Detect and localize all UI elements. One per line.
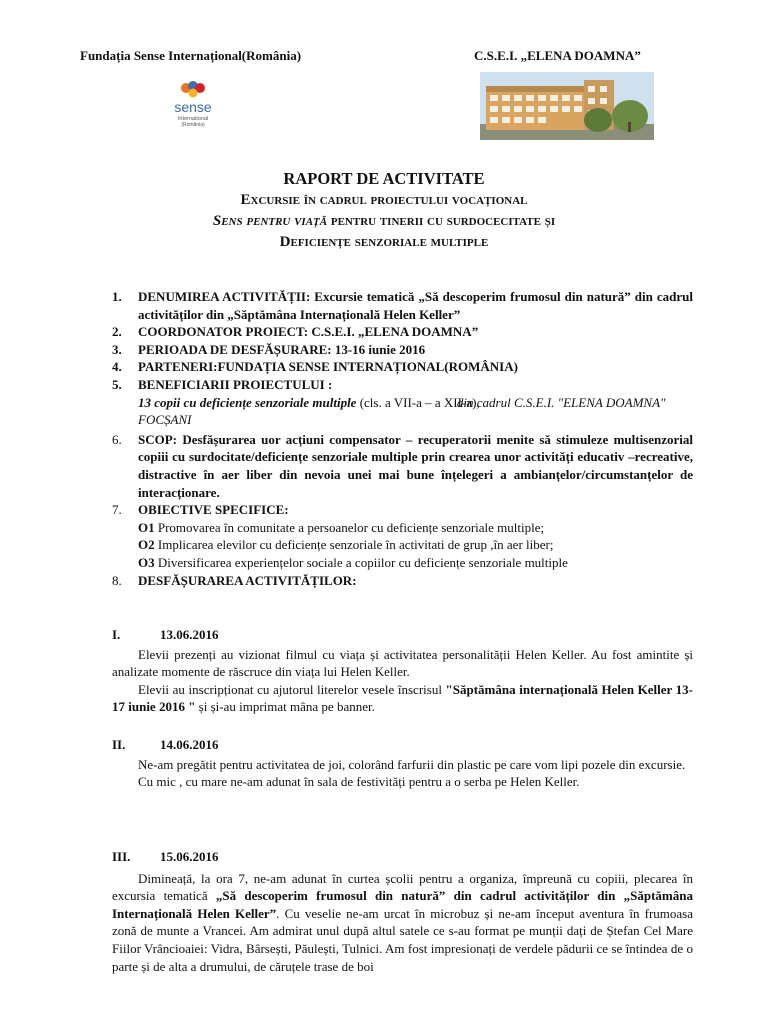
day-3-heading (112, 848, 693, 866)
day-date: 13.06.2016 (160, 627, 219, 642)
day-2-heading (112, 736, 693, 754)
day-1-section (112, 624, 693, 716)
title-line-1: RAPORT DE ACTIVITATE (283, 169, 485, 188)
item-text: PARTENERI:FUNDAȚIA SENSE INTERNAȚIONAL(ROMÂNIA) (138, 359, 518, 375)
paragraph-text: Elevii prezenți au vizionat filmul cu viața și activitatea personalității Helen Keller. Au fost amintite și analizate momente de răscruce din viața lui Helen Keller. (112, 646, 693, 680)
item-text: COORDONATOR PROIECT: C.S.E.I. „ELENA DOAMNA” (138, 324, 479, 340)
paragraph-text-end: . Cu veselie ne-am urcat în microbuz și ne-am început aventura în frumoasa zonă de munte a Vrancei. Am admirat unul după altul satele ce s-au format pe munții dați de Ștefan Cel Mare Fiilor Vrâncioaiei: Vidra, Bârsești, Păulești, Tulnici. Am fost impresionați de verdele pădurii ce se întindea de o parte și de alta a drumului, de căruțele trase de boi (112, 905, 694, 974)
item-2 (112, 323, 693, 341)
day-1-heading (112, 626, 693, 644)
item-5 (112, 376, 693, 394)
paragraph-text: Elevii au inscripționat cu ajutorul literelor vesele înscrisul (138, 681, 446, 697)
beneficiari-classes: (cls. a VII-a – a XII-a), (356, 394, 483, 410)
sense-international-logo (162, 76, 224, 132)
item-7 (112, 501, 693, 519)
objective-code: O1 (138, 519, 155, 535)
item-3 (112, 341, 693, 359)
item-text: OBIECTIVE SPECIFICE: (138, 502, 289, 518)
item-number: 5. (112, 376, 122, 392)
objective-text: Promovarea în comunitate a persoanelor cu deficiențe senzoriale multiple; (154, 519, 545, 535)
paragraph-text-end: și și-au imprimat mâna pe banner. (195, 699, 375, 715)
logo-subtext-2: (România) (181, 122, 205, 128)
item-label: SCOP: (138, 431, 177, 447)
objective-code: O2 (138, 537, 155, 553)
paragraph-text: Cu mic , cu mare ne-am adunat în sala de festivități pentru a o serba pe Helen Keller. (138, 774, 580, 790)
day-2-paragraph-1 (112, 756, 693, 774)
item-number: 8. (112, 572, 122, 588)
title-line-4: Deficiențe senzoriale multiple (279, 234, 489, 250)
beneficiari-school: din cadrul C.S.E.I. "ELENA DOAMNA" FOCȘANI (138, 394, 666, 428)
day-roman: I. (112, 627, 121, 642)
day-1-paragraph-1 (112, 646, 693, 681)
beneficiari-count: 13 copii cu deficiențe senzoriale multiple (138, 394, 357, 410)
item-4 (112, 358, 693, 376)
item-number: 7. (112, 502, 122, 518)
objective-text: Implicarea elevilor cu deficiențe senzoriale în activitati de grup ,în aer liber; (154, 537, 554, 553)
day-2-paragraph-2 (112, 773, 693, 791)
item-text: Desfășurarea uor acțiuni compensator – recuperatorii menite să stimuleze multisenzorial copiii cu surdocitate/deficiențe senzoriale multiple prin crearea unor activități educativ –recreative, distractive în aer liber din nevoia unei mai bune înțelegeri a ambianțelor/circumstanțelor de interacționare. (138, 431, 693, 500)
beneficiari-text (112, 394, 693, 429)
logo-text: sense (174, 99, 212, 115)
title-project-name: Sens pentru viață (212, 213, 328, 229)
objective-3 (112, 554, 693, 572)
report-content (112, 288, 693, 589)
item-6 (112, 431, 693, 501)
objective-2 (112, 536, 693, 554)
item-text: DESFĂȘURAREA ACTIVITĂȚILOR: (138, 572, 357, 588)
day-3-paragraph-1 (112, 870, 693, 976)
item-number: 6. (112, 431, 122, 447)
header-foundation: Fundația Sense Internațional(România) (80, 48, 302, 63)
report-title (0, 168, 768, 253)
objective-1 (112, 519, 693, 537)
day-roman: II. (112, 737, 126, 752)
day-1-paragraph-2 (112, 681, 693, 716)
school-building-photo (480, 72, 654, 140)
header-school: C.S.E.I. „ELENA DOAMNA” (474, 48, 641, 63)
paragraph-quote: „Să descoperim frumosul din natură” din cadrul activităților din „Săptămâna Internațională Helen Keller” (112, 888, 693, 921)
objective-code: O3 (138, 554, 155, 570)
item-text: BENEFICIARII PROIECTULUI : (138, 376, 333, 392)
item-text: PERIOADA DE DESFĂȘURARE: 13-16 iunie 2016 (138, 341, 426, 357)
title-line-2: Excursie în cadrul proiectului vocațional (240, 192, 528, 208)
item-number: 3. (112, 341, 122, 357)
day-2-section (112, 734, 693, 791)
item-1 (112, 288, 693, 323)
day-date: 15.06.2016 (160, 849, 219, 864)
item-8 (112, 572, 693, 590)
day-3-section (112, 846, 693, 975)
item-number: 4. (112, 359, 122, 375)
item-text: DENUMIREA ACTIVITĂȚII: Excursie tematică „Să descoperim frumosul din natură” din cadrul activităților din „Săptămâna Internațională Helen Keller” (138, 289, 693, 322)
item-number: 2. (112, 324, 122, 340)
logo-subtext-1: International (177, 116, 209, 122)
paragraph-text: Dimineață, la ora 7, ne-am adunat în curtea școlii pentru a organiza, împreună cu copiii, plecarea în excursia tematică (112, 870, 693, 904)
paragraph-text: Ne-am pregătit pentru activitatea de joi, colorând farfurii din plastic pe care vom lipi pozele din excursie. (138, 756, 686, 772)
title-line-3-rest: pentru tinerii cu surdocecitate și (327, 213, 556, 229)
item-number: 1. (112, 289, 122, 304)
objective-text: Diversificarea experiențelor sociale a copiilor cu deficiențe senzoriale multiple (154, 554, 568, 570)
title-line-3 (0, 211, 768, 232)
day-date: 14.06.2016 (160, 737, 219, 752)
day-roman: III. (112, 849, 131, 864)
paragraph-quote: "Săptămâna internațională Helen Keller 13-17 iunie 2016 " (112, 681, 693, 715)
